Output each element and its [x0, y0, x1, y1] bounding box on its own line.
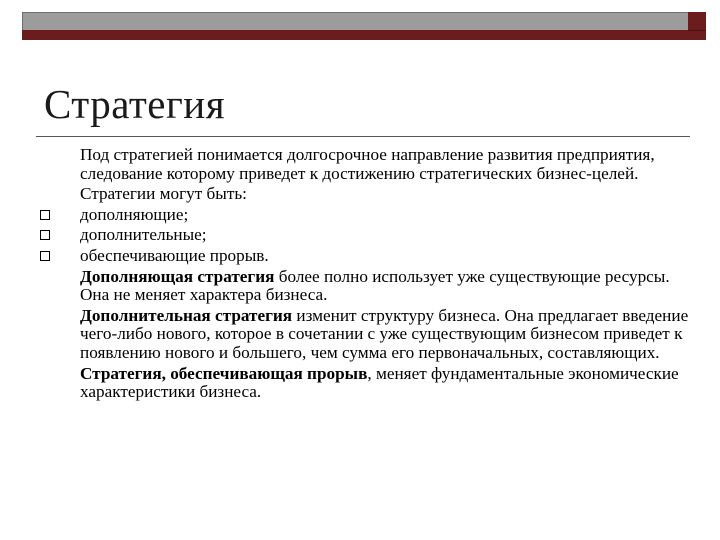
- slide-title: Стратегия: [44, 81, 226, 127]
- paragraph-additional-def: [40, 307, 700, 363]
- header-grey-bar: [22, 12, 690, 32]
- paragraph-text: обеспечивающие прорыв.: [80, 245, 269, 265]
- paragraph-intro-types: [40, 185, 700, 204]
- paragraph-complementary-def: [40, 268, 700, 305]
- paragraph-text: более полно использует уже существующие ресурсы. Она не меняет характера бизнеса.: [80, 266, 670, 305]
- paragraph-bold: Дополнительная стратегия: [80, 305, 293, 325]
- paragraph-text: изменит структуру бизнеса. Она предлагает введение чего-либо нового, которое в сочетании с уже существующим бизнесом приведет к появлению нового и большего, чем сумма его первоначальных, составляющих.: [80, 305, 689, 362]
- header-red-bar: [22, 30, 688, 40]
- paragraph-definition: [40, 146, 700, 183]
- title-divider: [36, 136, 690, 137]
- paragraph-text: Под стратегией понимается долгосрочное направление развития предприятия, следование которому приведет к достижению стратегических бизнес-целей.: [80, 145, 655, 183]
- paragraph-bold: Дополняющая стратегия: [80, 266, 275, 286]
- square-bullet-icon: [40, 251, 50, 261]
- slide-body: [40, 146, 700, 404]
- paragraph-text: дополнительные;: [80, 225, 207, 245]
- paragraph-bold: Стратегия, обеспечивающая прорыв: [80, 363, 368, 383]
- square-bullet-icon: [40, 230, 50, 240]
- list-item-breakthrough: [40, 247, 700, 266]
- paragraph-text: Стратегии могут быть:: [80, 184, 247, 204]
- square-bullet-icon: [40, 210, 50, 220]
- paragraph-text: дополняющие;: [80, 204, 189, 224]
- paragraph-text: , меняет фундаментальные экономические характеристики бизнеса.: [80, 363, 679, 402]
- header-corner-block: [688, 12, 706, 40]
- paragraph-breakthrough-def: [40, 365, 700, 402]
- list-item-complementary: [40, 206, 700, 225]
- list-item-additional: [40, 226, 700, 245]
